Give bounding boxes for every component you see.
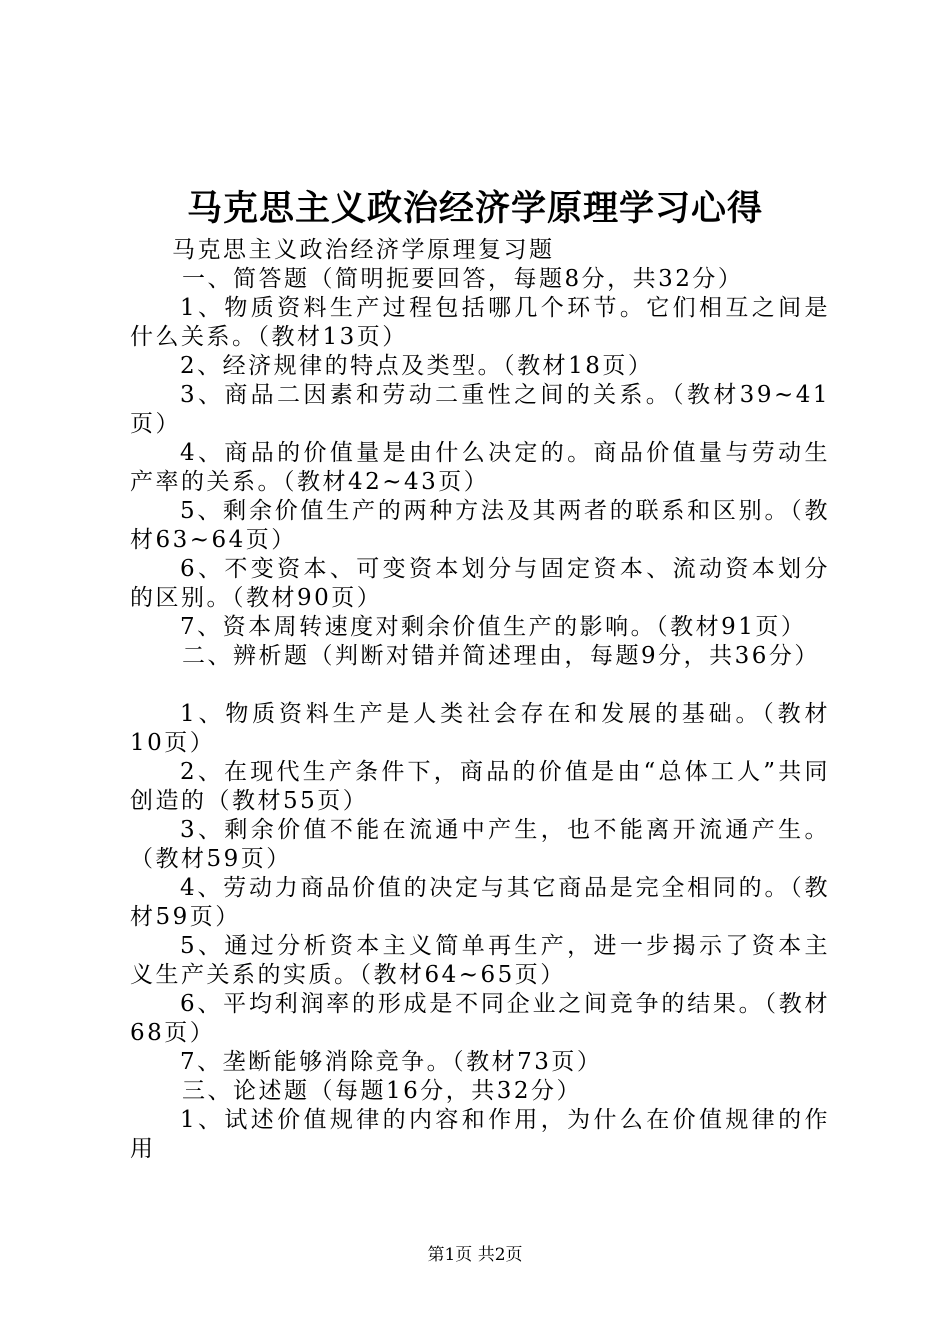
question-item: 4、劳动力商品价值的决定与其它商品是完全相同的。（教材59页）: [130, 875, 830, 930]
question-item: 2、在现代生产条件下，商品的价值是由“总体工人”共同创造的（教材55页）: [130, 759, 830, 814]
question-item: 7、垄断能够消除竞争。（教材73页）: [180, 1049, 603, 1075]
section-heading-discrimination: 二、辨析题（判断对错并简述理由，每题9分，共36分）: [182, 643, 820, 669]
question-item: 2、经济规律的特点及类型。（教材18页）: [180, 353, 654, 379]
blank-line: [130, 671, 830, 700]
question-item: 6、平均利润率的形成是不同企业之间竞争的结果。（教材68页）: [130, 991, 830, 1046]
question-item: 6、不变资本、可变资本划分与固定资本、流动资本划分的区别。（教材90页）: [130, 556, 830, 611]
question-item: 1、物质资料生产是人类社会存在和发展的基础。（教材10页）: [130, 701, 830, 756]
paragraph-subtitle: 马克思主义政治经济学原理复习题: [172, 237, 555, 263]
document-body: [130, 236, 830, 1164]
document-title: 马克思主义政治经济学原理学习心得: [186, 188, 763, 229]
section-heading-short-answer: 一、简答题（简明扼要回答，每题8分，共32分）: [182, 266, 744, 292]
question-item: 3、商品二因素和劳动二重性之间的关系。（教材39~41页）: [130, 382, 830, 437]
question-item: 4、商品的价值量是由什么决定的。商品价值量与劳动生产率的关系。（教材42~43页）: [130, 440, 830, 495]
question-item: 3、剩余价值不能在流通中产生，也不能离开流通产生。（教材59页）: [130, 817, 830, 872]
question-item: 5、通过分析资本主义简单再生产，进一步揭示了资本主义生产关系的实质。（教材64~65页）: [130, 933, 830, 988]
page-number-footer: 第1页 共2页: [427, 1245, 523, 1265]
question-item: 5、剩余价值生产的两种方法及其两者的联系和区别。（教材63~64页）: [130, 498, 830, 553]
question-item: 1、试述价值规律的内容和作用，为什么在价值规律的作用: [130, 1107, 830, 1162]
question-item: 7、资本周转速度对剩余价值生产的影响。（教材91页）: [180, 614, 807, 640]
question-item: 1、物质资料生产过程包括哪几个环节。它们相互之间是什么关系。（教材13页）: [130, 295, 830, 350]
section-heading-essay: 三、论述题（每题16分，共32分）: [182, 1078, 583, 1104]
